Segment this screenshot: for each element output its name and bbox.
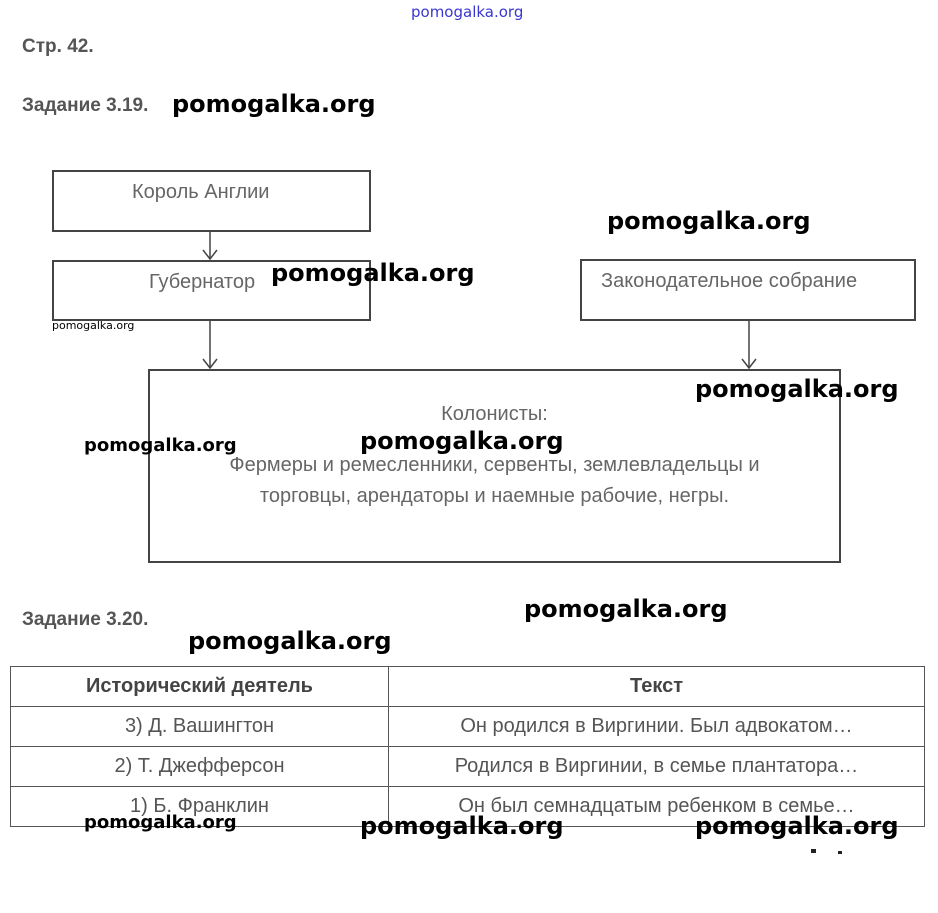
box-king bbox=[52, 170, 371, 232]
table-row bbox=[11, 707, 925, 747]
watermark: pomogalka.org bbox=[695, 375, 899, 403]
scan-mark bbox=[838, 851, 842, 854]
text-cell: Родился в Виргинии, в семье плантатора… bbox=[389, 747, 925, 787]
arrow-king-to-governor bbox=[200, 232, 220, 262]
text-cell: Он был семнадцатым ребенком в семье… bbox=[389, 787, 925, 827]
box-governor-label: Губернатор bbox=[149, 271, 256, 293]
watermark: pomogalka.org bbox=[360, 427, 564, 455]
watermark: pomogalka.org bbox=[360, 812, 564, 840]
watermark: pomogalka.org bbox=[695, 812, 899, 840]
figure-cell: 2) Т. Джефферсон bbox=[11, 747, 389, 787]
scan-mark bbox=[811, 849, 816, 853]
watermark: pomogalka.org bbox=[188, 627, 392, 655]
arrow-governor-to-colonists bbox=[200, 321, 220, 371]
historical-figures-table bbox=[10, 666, 925, 827]
task-3-20-heading: Задание 3.20. bbox=[22, 609, 149, 630]
watermark: pomogalka.org bbox=[84, 812, 237, 833]
figure-cell: 3) Д. Вашингтон bbox=[11, 707, 389, 747]
colonists-line-1: Фермеры и ремесленники, сервенты, землевладельцы и bbox=[229, 454, 760, 476]
text-cell: Он родился в Виргинии. Был адвокатом… bbox=[389, 707, 925, 747]
task-3-19-heading: Задание 3.19. bbox=[22, 95, 149, 116]
table-row bbox=[11, 747, 925, 787]
colonists-line-2: торговцы, арендаторы и наемные рабочие, негры. bbox=[259, 485, 730, 507]
watermark: pomogalka.org bbox=[52, 319, 135, 332]
column-header-text: Текст bbox=[389, 667, 925, 707]
column-header-figure: Исторический деятель bbox=[11, 667, 389, 707]
watermark: pomogalka.org bbox=[172, 90, 376, 118]
watermark: pomogalka.org bbox=[524, 595, 728, 623]
watermark-top: pomogalka.org bbox=[411, 3, 524, 21]
box-legislature-label: Законодательное собрание bbox=[601, 270, 858, 292]
watermark: pomogalka.org bbox=[607, 207, 811, 235]
box-king-label: Король Англии bbox=[132, 181, 270, 203]
watermark: pomogalka.org bbox=[271, 259, 475, 287]
arrow-legislature-to-colonists bbox=[739, 321, 759, 371]
colonists-title: Колонисты: bbox=[441, 403, 548, 425]
figure-cell: 1) Б. Франклин bbox=[11, 787, 389, 827]
table-header-row bbox=[11, 667, 925, 707]
page-label: Стр. 42. bbox=[22, 36, 94, 57]
box-legislature bbox=[580, 259, 916, 321]
watermark: pomogalka.org bbox=[84, 435, 237, 456]
